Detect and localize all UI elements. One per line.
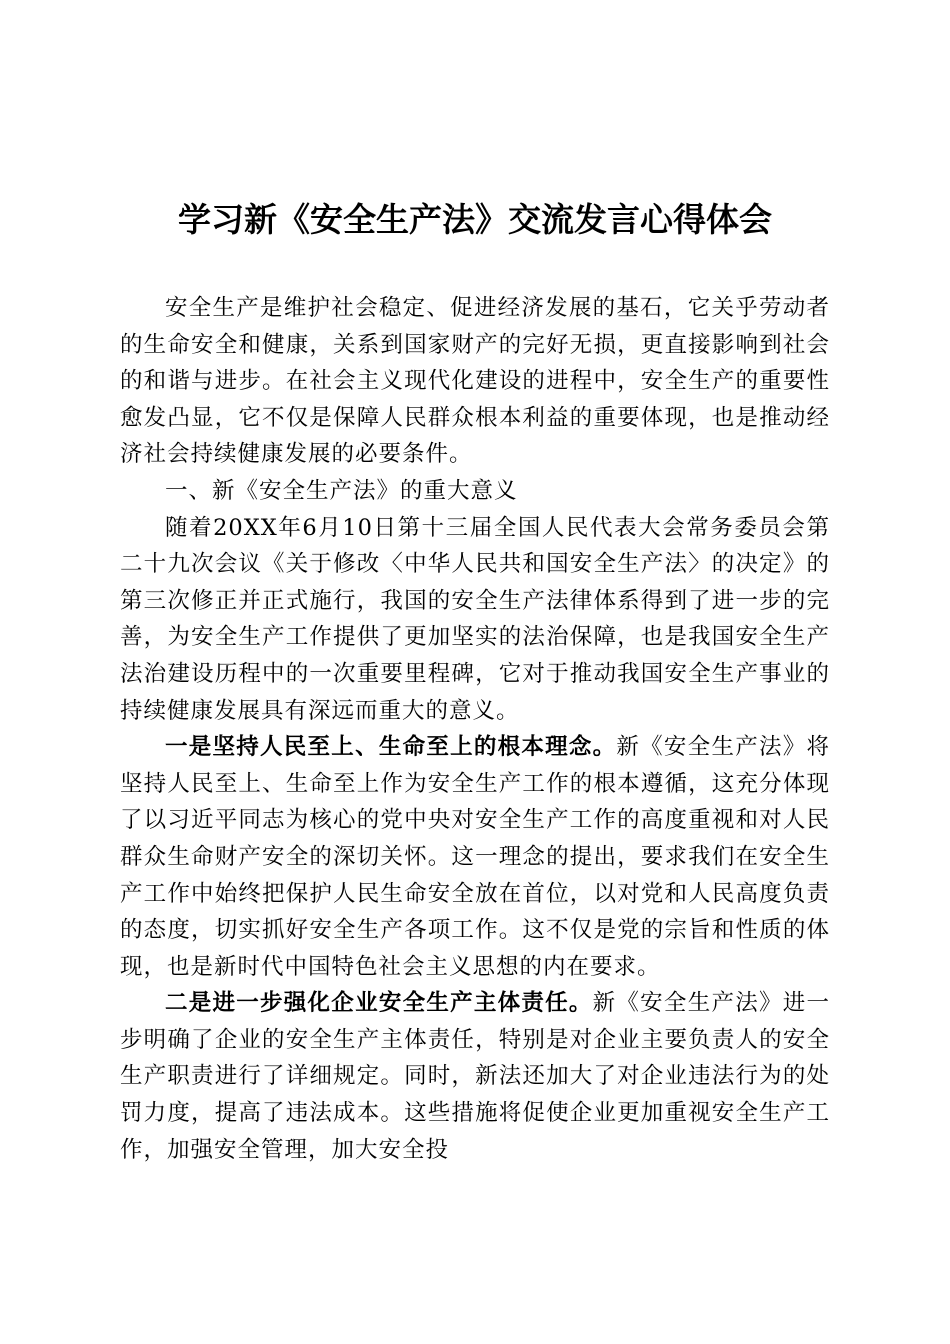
- document-body: [120, 290, 830, 1168]
- point-two-body: 新《安全生产法》进一步明确了企业的安全生产主体责任，特别是对企业主要负责人的安全生产职责进行了详细规定。同时，新法还加大了对企业违法行为的处罚力度，提高了违法成本。这些措施将促使企业更加重视安全生产工作，加强安全管理，加大安全投: [120, 990, 830, 1163]
- section-heading: 一、新《安全生产法》的重大意义: [165, 477, 518, 504]
- point-two-lead: 二是进一步强化企业安全生产主体责任。: [165, 990, 593, 1017]
- point-one-lead: 一是坚持人民至上、生命至上的根本理念。: [165, 734, 617, 761]
- section-paragraph: 随着20XX年6月10日第十三届全国人民代表大会常务委员会第二十九次会议《关于修改〈中华人民共和国安全生产法〉的决定》的第三次修正并正式施行，我国的安全生产法律体系得到了进一步的完善，为安全生产工作提供了更加坚实的法治保障，也是我国安全生产法治建设历程中的一次重要里程碑，它对于推动我国安全生产事业的持续健康发展具有深远而重大的意义。: [120, 514, 830, 724]
- document-title: 学习新《安全生产法》交流发言心得体会: [178, 200, 772, 239]
- point-one-body: 新《安全生产法》将坚持人民至上、生命至上作为安全生产工作的根本遵循，这充分体现了以习近平同志为核心的党中央对安全生产工作的高度重视和对人民群众生命财产安全的深切关怀。这一理念的提出，要求我们在安全生产工作中始终把保护人民生命安全放在首位，以对党和人民高度负责的态度，切实抓好安全生产各项工作。这不仅是党的宗旨和性质的体现，也是新时代中国特色社会主义思想的内在要求。: [120, 734, 830, 980]
- point-one-paragraph: [120, 729, 830, 985]
- point-two-paragraph: [120, 985, 830, 1168]
- intro-paragraph: 安全生产是维护社会稳定、促进经济发展的基石，它关乎劳动者的生命安全和健康，关系到国家财产的完好无损，更直接影响到社会的和谐与进步。在社会主义现代化建设的进程中，安全生产的重要性愈发凸显，它不仅是保障人民群众根本利益的重要体现，也是推动经济社会持续健康发展的必要条件。: [120, 295, 830, 468]
